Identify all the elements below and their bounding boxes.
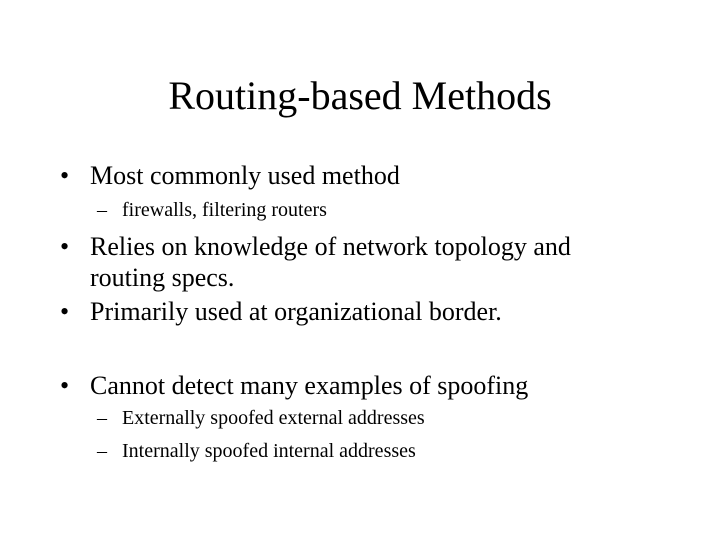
bullet-text-line-1: Relies on knowledge of network topology and: [90, 232, 571, 261]
bullet-text: Most commonly used method: [90, 161, 400, 190]
dash-marker: –: [97, 440, 107, 462]
bullet-marker: •: [60, 232, 70, 261]
bullet-marker: •: [60, 371, 70, 400]
bullet-marker: •: [60, 297, 70, 326]
dash-marker: –: [97, 407, 107, 429]
dash-marker: –: [97, 199, 107, 221]
slide-title: Routing-based Methods: [168, 73, 552, 118]
subbullet-text: Externally spoofed external addresses: [122, 407, 425, 429]
bullet-text-line-2: routing specs.: [90, 263, 235, 292]
bullet-marker: •: [60, 161, 70, 190]
bullet-text: Cannot detect many examples of spoofing: [90, 371, 529, 400]
subbullet-text: firewalls, filtering routers: [122, 199, 327, 221]
bullet-text: Primarily used at organizational border.: [90, 297, 502, 326]
subbullet-text: Internally spoofed internal addresses: [122, 440, 416, 462]
